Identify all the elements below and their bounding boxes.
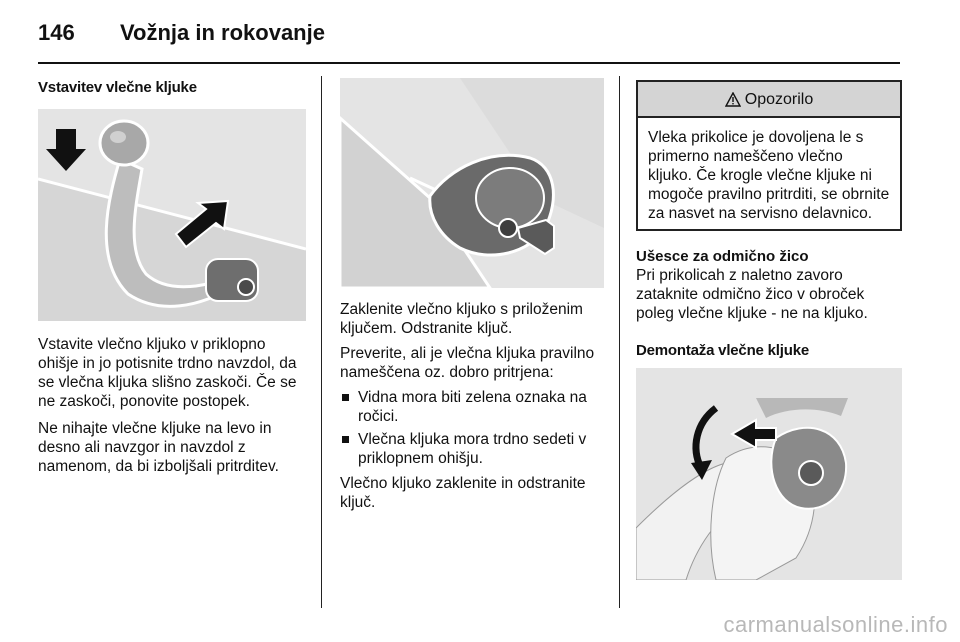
list-item: Vlečna kljuka mora trdno sedeti v priklopnem ohišju. (340, 430, 604, 468)
warning-text: Vleka prikolice je dovoljena le s primerno nameščeno vlečno kljuko. Če krogle vlečne kljuke ni mogoče pravilno pritrditi, se obrnite za nasvet na servisno delavnico. (648, 129, 890, 222)
column-divider-left (321, 76, 322, 608)
bullet-square-icon (342, 436, 349, 443)
section-heading-cable-eye: Ušesce za odmično žico (636, 248, 809, 265)
towbar-removal-illustration (636, 368, 902, 580)
warning-box (636, 80, 902, 231)
warning-header (638, 82, 900, 118)
watermark: carmanualsonline.info (723, 612, 948, 637)
cable-eye-section (636, 247, 902, 323)
page-number: 146 (38, 20, 75, 45)
column-locking (340, 78, 604, 520)
insertion-instructions: Vstavite vlečno kljuko v priklopno ohišje in jo potisnite trdno navzdol, da se vlečna kljuka slišno zaskoči. Če se ne zaskoči, ponovite postopek. (38, 336, 297, 410)
page-header (38, 18, 900, 64)
column-warning (636, 78, 902, 580)
warning-body (638, 118, 900, 229)
warning-triangle-icon (725, 92, 741, 107)
warning-title: Opozorilo (744, 90, 814, 108)
lock-instructions: Zaklenite vlečno kljuko s priloženim ključem. Odstranite ključ. (340, 301, 583, 337)
section-heading-insertion: Vstavitev vlečne kljuke (38, 79, 197, 96)
section-heading-removal: Demontaža vlečne kljuke (636, 342, 809, 359)
check-list (340, 388, 604, 468)
towbar-lock-drawing (340, 78, 604, 288)
page-title: Vožnja in rokovanje (120, 20, 325, 45)
towbar-insertion-drawing (38, 109, 306, 321)
list-item: Vidna mora biti zelena oznaka na ročici. (340, 388, 604, 426)
check-instructions: Preverite, ali je vlečna kljuka pravilno nameščena oz. dobro pritrjena: (340, 345, 595, 381)
column-divider-right (619, 76, 620, 608)
lock-closing: Vlečno kljuko zaklenite in odstranite ključ. (340, 475, 586, 511)
column-insertion (38, 78, 306, 484)
towbar-removal-drawing (636, 368, 902, 580)
insertion-caution: Ne nihajte vlečne kljuke na levo in desno ali navzgor in navzdol z namenom, da bi izboljšali pritrditev. (38, 420, 279, 475)
towbar-insertion-illustration (38, 109, 306, 321)
cable-eye-text: Pri prikolicah z naletno zavoro zataknite odmično žico v obroček poleg vlečne kljuke - ne na kljuko. (636, 267, 868, 322)
bullet-square-icon (342, 394, 349, 401)
towbar-lock-illustration (340, 78, 604, 288)
